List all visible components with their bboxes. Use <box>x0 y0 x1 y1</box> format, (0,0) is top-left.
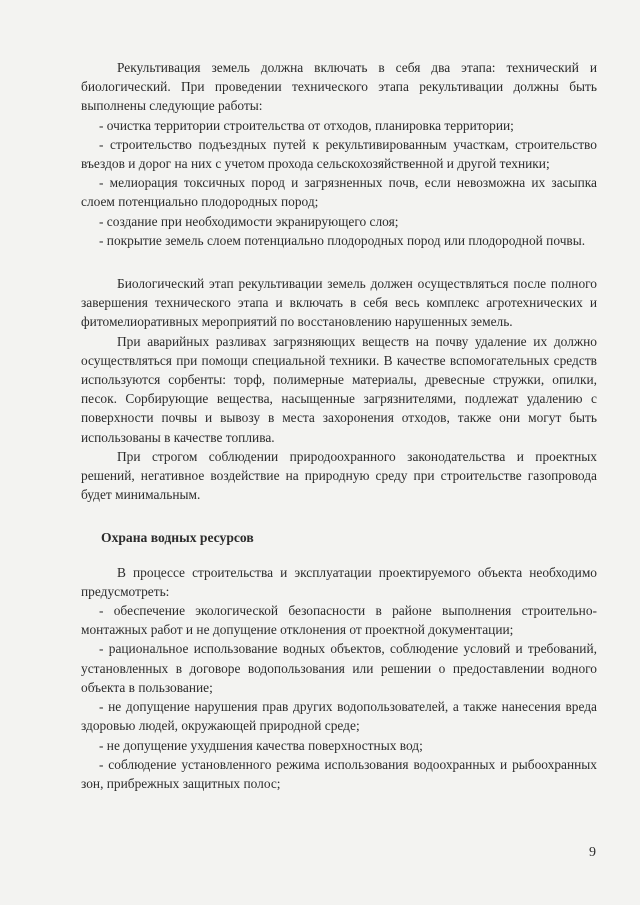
recultivation-section <box>81 58 597 250</box>
water-protection-section <box>81 563 597 793</box>
paragraph-spacer <box>81 250 597 274</box>
list-item: - рациональное использование водных объектов, соблюдение условий и требований, установленных в договоре водопользования или решении о предоставлении водного объекта в пользование; <box>81 641 597 695</box>
biological-stage-section <box>81 274 597 504</box>
heading-spacer <box>81 548 597 563</box>
section-heading: Охрана водных ресурсов <box>101 530 254 546</box>
paragraph: При аварийных разливах загрязняющих веществ на почву удаление их должно осуществляться при помощи специальной техники. В качестве вспомогательных средств используются сорбенты: торф, полимерные материалы, древесные стружки, опилки, песок. Сорбирующие вещества, насыщенные загрязнителями, подлежат удалению с поверхности почвы и вывозу в места захоронения отходов, также они могут быть использованы в качестве топлива. <box>81 333 597 445</box>
document-body <box>81 58 597 793</box>
list-item: - мелиорация токсичных пород и загрязненных почв, если невозможна их засыпка слоем потенциально плодородных пород; <box>81 175 597 210</box>
page-number: 9 <box>589 845 596 860</box>
list-item: - строительство подъездных путей к рекультивированным участкам, строительство въездов и дорог на них с учетом прохода сельскохозяйственной и другой техники; <box>81 136 597 172</box>
paragraph-spacer <box>81 504 597 528</box>
list-item: - не допущение ухудшения качества поверхностных вод; <box>99 737 423 753</box>
list-item: - обеспечение экологической безопасности в районе выполнения строительно-монтажных работ и не допущение отклонения от проектной документации; <box>81 603 597 638</box>
paragraph: Рекультивация земель должна включать в себя два этапа: технический и биологический. При проведении технического этапа рекультивации должны быть выполнены следующие работы: <box>81 60 597 114</box>
list-item: - не допущение нарушения прав других водопользователей, а также нанесения вреда здоровью людей, окружающей природной среде; <box>81 699 597 734</box>
list-item: - создание при необходимости экранирующего слоя; <box>99 213 399 229</box>
list-item: - соблюдение установленного режима использования водоохранных и рыбоохранных зон, прибрежных защитных полос; <box>81 756 597 791</box>
paragraph: При строгом соблюдении природоохранного законодательства и проектных решений, негативное воздействие на природную среду при строительстве газопровода будет минимальным. <box>81 448 597 503</box>
paragraph: Биологический этап рекультивации земель должен осуществляться после полного завершения технического этапа и включать в себя весь комплекс агротехнических и фитомелиоративных мероприятий по восстановлению нарушенных земель. <box>81 276 597 330</box>
paragraph: В процессе строительства и эксплуатации проектируемого объекта необходимо предусмотреть: <box>81 564 597 599</box>
list-item: - покрытие земель слоем потенциально плодородных пород или плодородной почвы. <box>99 232 586 248</box>
list-item: - очистка территории строительства от отходов, планировка территории; <box>99 117 514 133</box>
